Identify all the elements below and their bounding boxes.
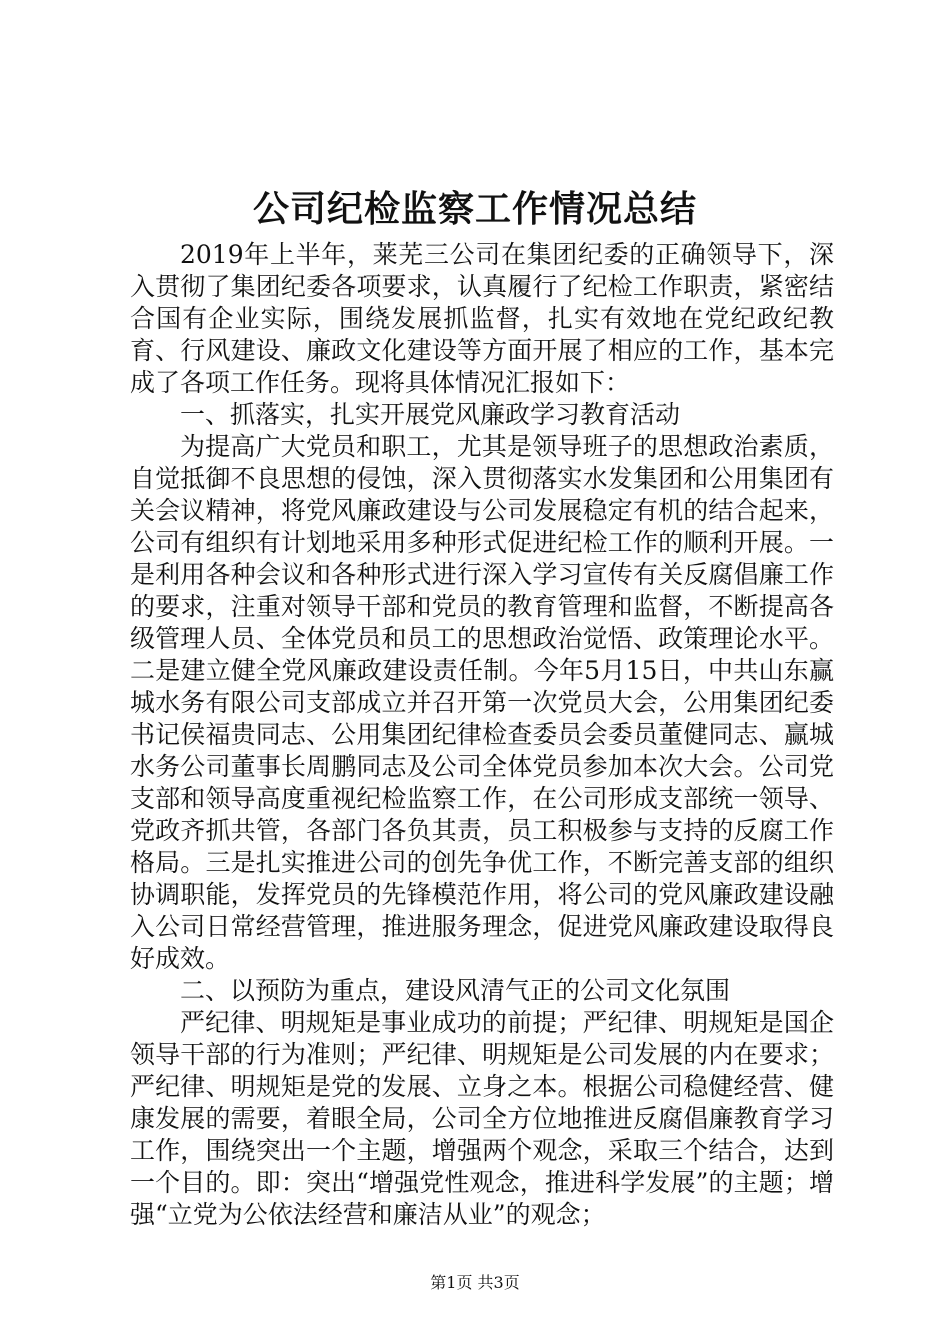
paragraph-section-2: 严纪律、明规矩是事业成功的前提；严纪律、明规矩是国企领导干部的行为准则；严纪律、明规矩是公司发展的内在要求；严纪律、明规矩是党的发展、立身之本。根据公司稳健经营、健康发展的需要，着眼全局，公司全方位地推进反腐倡廉教育学习工作，围绕突出一个主题，增强两个观念，采取三个结合，达到一个目的。即：突出“增强党性观念，推进科学发展”的主题；增强“立党为公依法经营和廉洁从业”的观念； xyxy=(130,1008,834,1229)
page-number-footer: 第1页 共3页 xyxy=(430,1273,520,1292)
paragraph-intro: 2019年上半年，莱芜三公司在集团纪委的正确领导下，深入贯彻了集团纪委各项要求，认真履行了纪检工作职责，紧密结合国有企业实际，围绕发展抓监督，扎实有效地在党纪政纪教育、行风建设、廉政文化建设等方面开展了相应的工作，基本完成了各项工作任务。现将具体情况汇报如下： xyxy=(130,240,834,397)
paragraph-section-1: 为提高广大党员和职工，尤其是领导班子的思想政治素质，自觉抵御不良思想的侵蚀，深入贯彻落实水发集团和公用集团有关会议精神，将党风廉政建设与公司发展稳定有机的结合起来，公司有组织有计划地采用多种形式促进纪检工作的顺利开展。一是利用各种会议和各种形式进行深入学习宣传有关反腐倡廉工作的要求，注重对领导干部和党员的教育管理和监督，不断提高各级管理人员、全体党员和员工的思想政治觉悟、政策理论水平。二是建立健全党风廉政建设责任制。今年5月15日，中共山东赢城水务有限公司支部成立并召开第一次党员大会，公用集团纪委书记侯福贵同志、公用集团纪律检查委员会委员董健同志、赢城水务公司董事长周鹏同志及公司全体党员参加本次大会。公司党支部和领导高度重视纪检监察工作，在公司形成支部统一领导、党政齐抓共管，各部门各负其责，员工积极参与支持的反腐工作格局。三是扎实推进公司的创先争优工作，不断完善支部的组织协调职能，发挥党员的先锋模范作用，将公司的党风廉政建设融入公司日常经营管理，推进服务理念，促进党风廉政建设取得良好成效。 xyxy=(130,432,834,973)
document-title: 公司纪检监察工作情况总结 xyxy=(252,188,697,230)
section-heading-1: 一、抓落实，扎实开展党风廉政学习教育活动 xyxy=(180,400,681,429)
section-heading-2: 二、以预防为重点，建设风清气正的公司文化氛围 xyxy=(180,976,731,1005)
document-body xyxy=(130,239,834,1231)
